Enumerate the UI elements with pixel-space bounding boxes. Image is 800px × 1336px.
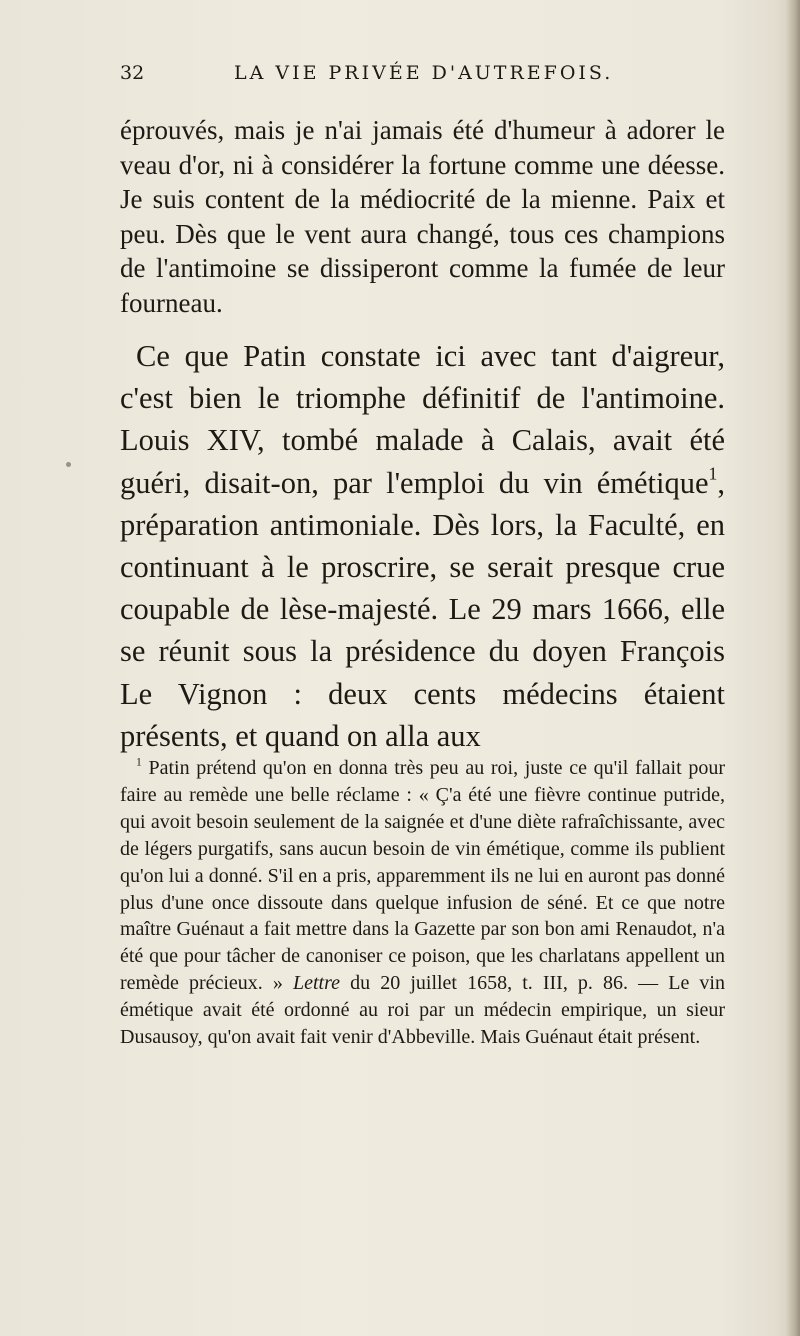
footnote (120, 755, 725, 1051)
paragraph-main-text-2: , préparation antimoniale. Dès lors, la Faculté, en continuant à le proscrire, se serait presque crue coupable de lèse-majesté. Le 29 mars 1666, elle se réunit sous la présidence du doyen François Le Vignon : deux cents médecins étaient présents, et quand on alla aux (120, 465, 725, 753)
margin-speck (66, 462, 71, 467)
footnote-text-2: du 20 juillet 1658, t. III, p. 86. — Le vin émétique avait été ordonné au roi par un médecin empirique, un sieur Dusausoy, qu'on avait fait venir d'Abbeville. Mais Guénaut était présent. (120, 972, 725, 1049)
running-title: LA VIE PRIVÉE D'AUTREFOIS. (234, 62, 614, 84)
page-number: 32 (120, 62, 145, 84)
page-header (120, 62, 725, 92)
footnote-reference: 1 (708, 463, 718, 484)
paragraph-main-text-1: Ce que Patin constate ici avec tant d'aigreur, c'est bien le triomphe définitif de l'antimoine. Louis XIV, tombé malade à Calais, avait été guéri, disait-on, par l'emploi du vin émétique (120, 339, 725, 500)
footnote-text-1: Patin prétend qu'on en donna très peu au roi, juste ce qu'il fallait pour faire au remède une belle réclame : « Ç'a été une fièvre continue putride, qui avoit besoin seulement de la saignée et d'une diète rafraîchissante, avec de légers purgatifs, sans aucun besoin de vin émétique, comme ils publient qu'on lui a donné. S'il en a pris, apparemment ils ne lui en auront pas donné plus d'une once dissoute dans quelque infusion de séné. Et ce que notre maître Guénaut a fait mettre dans la Gazette par son bon ami Renaudot, n'a été que pour tâcher de canoniser ce poison, que les charlatans appellent un remède précieux. » (120, 757, 725, 995)
paragraph-main (120, 335, 725, 757)
paragraph-continuation: éprouvés, mais je n'ai jamais été d'humeur à adorer le veau d'or, ni à considérer la fortune comme une déesse. Je suis content de la médiocrité de la mienne. Paix et peu. Dès que le vent aura changé, tous ces champions de l'antimoine se dissiperont comme la fumée de leur fourneau. (120, 115, 725, 318)
footnote-marker: 1 (136, 755, 142, 769)
footnote-letter-title: Lettre (293, 972, 341, 995)
page-edge-shadow (786, 0, 800, 1336)
